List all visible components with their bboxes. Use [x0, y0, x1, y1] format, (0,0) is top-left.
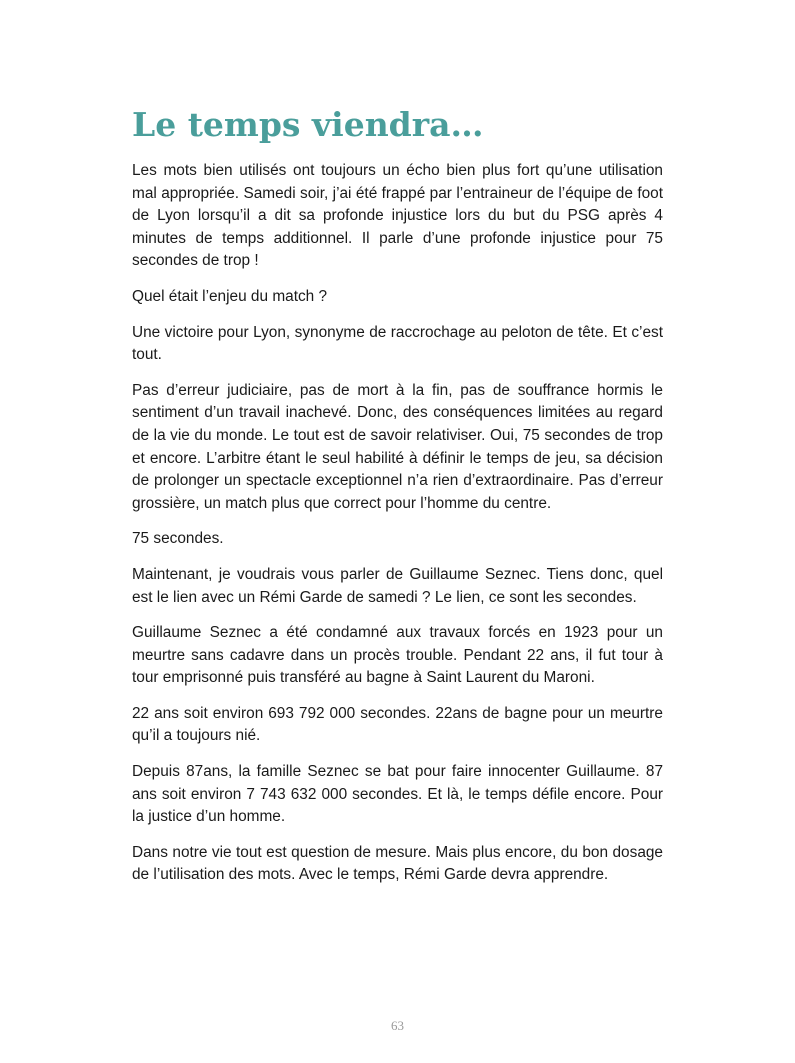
paragraph-6: Maintenant, je voudrais vous parler de Guillaume Seznec. Tiens donc, quel est le lien avec un Rémi Garde de samedi ? Le lien, ce sont les secondes. [132, 565, 663, 606]
paragraph-2: Quel était l’enjeu du match ? [132, 287, 328, 305]
paragraph-9: Depuis 87ans, la famille Seznec se bat pour faire innocenter Guillaume. 87 ans soit environ 7 743 632 000 secondes. Et là, le temps défile encore. Pour la justice d’un homme. [132, 763, 663, 826]
page-number: 63 [391, 1018, 404, 1033]
article-body [132, 160, 663, 900]
page-title: Le temps viendra… [132, 105, 484, 144]
paragraph-7: Guillaume Seznec a été condamné aux travaux forcés en 1923 pour un meurtre sans cadavre dans un procès trouble. Pendant 22 ans, il fut tour à tour emprisonné puis transféré au bagne à Saint Laurent du Maroni. [132, 624, 663, 687]
paragraph-10: Dans notre vie tout est question de mesure. Mais plus encore, du bon dosage de l’utilisation des mots. Avec le temps, Rémi Garde devra apprendre. [132, 843, 663, 884]
paragraph-3: Une victoire pour Lyon, synonyme de raccrochage au peloton de tête. Et c’est tout. [132, 323, 663, 364]
paragraph-8: 22 ans soit environ 693 792 000 secondes. 22ans de bagne pour un meurtre qu’il a toujours nié. [132, 704, 663, 745]
paragraph-5: 75 secondes. [132, 530, 224, 548]
paragraph-1: Les mots bien utilisés ont toujours un écho bien plus fort qu’une utilisation mal appropriée. Samedi soir, j’ai été frappé par l’entraineur de l’équipe de foot de Lyon lorsqu’il a dit sa profonde injustice lors du but du PSG après 4 minutes de temps additionnel. Il parle d’une profonde injustice pour 75 secondes de trop ! [132, 162, 663, 270]
paragraph-4: Pas d’erreur judiciaire, pas de mort à la fin, pas de souffrance hormis le sentiment d’un travail inachevé. Donc, des conséquences limitées au regard de la vie du monde. Le tout est de savoir relativiser. Oui, 75 secondes de trop et encore. L’arbitre étant le seul habilité à définir le temps de jeu, sa décision de prolonger un spectacle exceptionnel n’a rien d’extraordinaire. Pas d’erreur grossière, un match plus que correct pour l’homme du centre. [132, 381, 663, 512]
